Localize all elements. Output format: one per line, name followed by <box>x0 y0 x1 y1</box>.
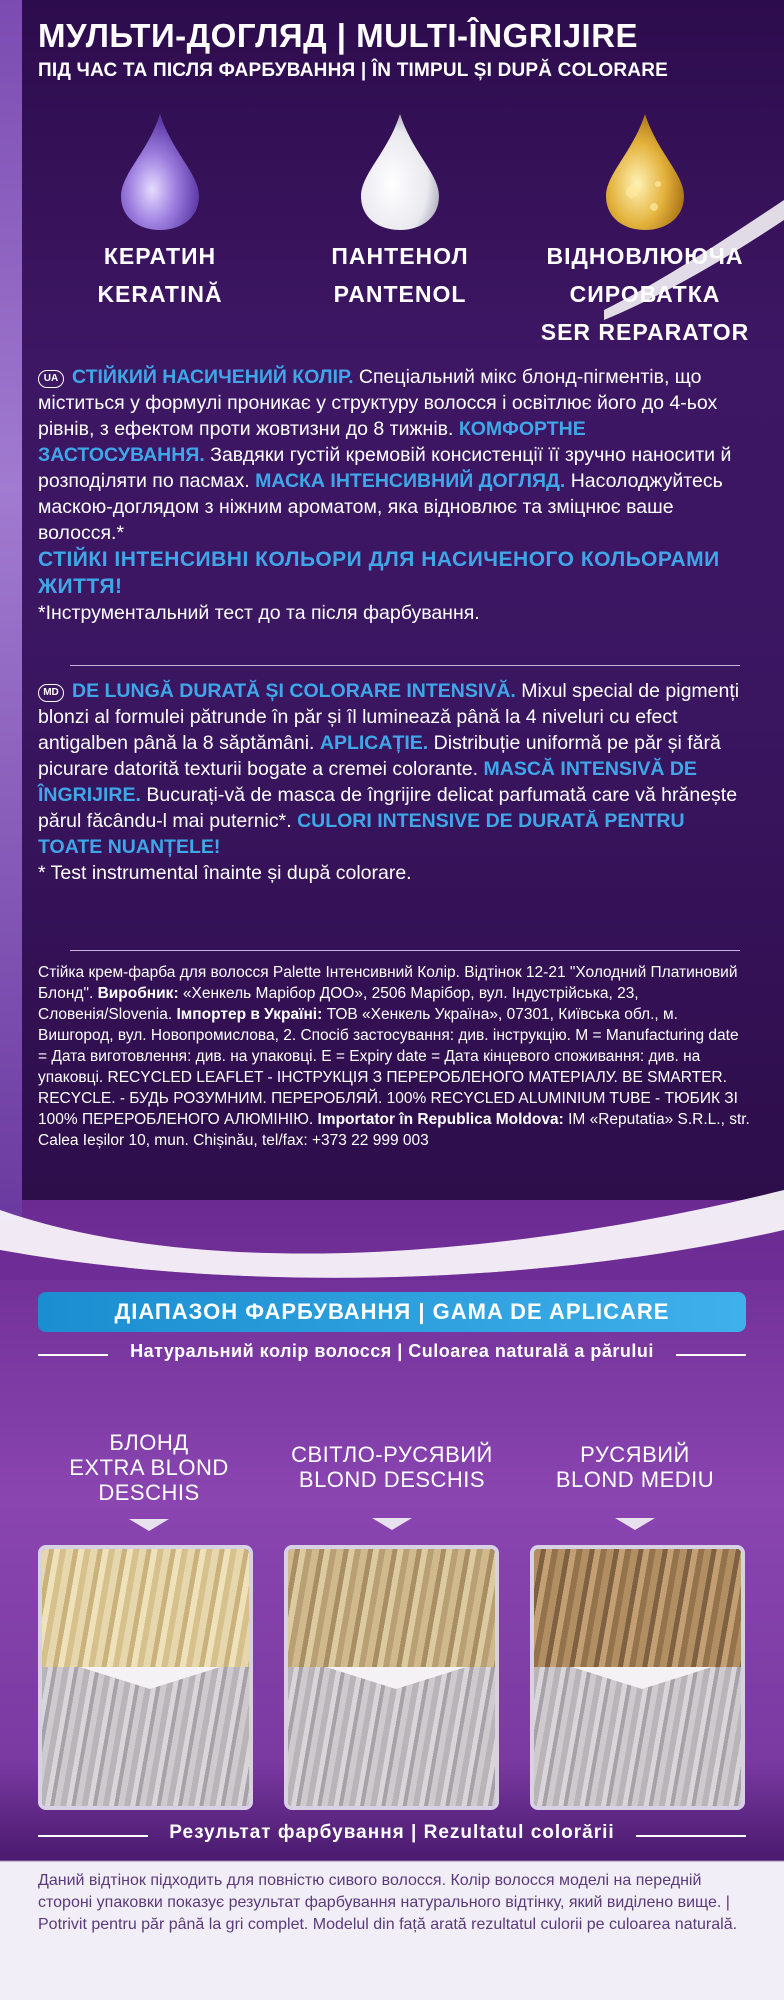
swatch-2-arrow-icon <box>326 1667 466 1689</box>
md-heading-3: MASCĂ INTENSIVĂ DE ÎNGRIJIRE. <box>38 758 697 806</box>
md-flag-icon: MD <box>38 684 64 702</box>
serum-label-ua-2: СИРОВАТКА <box>569 281 721 307</box>
ua-slogan: СТІЙКІ ІНТЕНСИВНІ КОЛЬОРИ ДЛЯ НАСИЧЕНОГО КОЛЬОРАМИ ЖИТТЯ! <box>38 548 720 598</box>
shade-1-pointer-icon <box>129 1519 169 1531</box>
swatch-2-before <box>288 1549 495 1684</box>
shade-1-md-2: DESCHIS <box>98 1480 200 1505</box>
shade-1-ua: БЛОНД <box>109 1430 189 1455</box>
legal-divider <box>70 950 740 951</box>
legal-text <box>38 962 750 1151</box>
md-heading-1: DE LUNGĂ DURATĂ ȘI COLORARE INTENSIVĂ. <box>72 680 516 702</box>
ingredient-serum <box>530 112 760 346</box>
footer-note: Даний відтінок підходить для повністю сивого волосся. Колір волосся моделі на передній стороні упаковки показує результат фарбування натурального відтінку, який виділено вище. | Potrivit pentru păr până la gri complet. Modelul din față arată rezultatul culorii pe culoarea naturală. <box>38 1872 738 1933</box>
swatch-2 <box>284 1545 499 1810</box>
shade-2-ua: СВІТЛО-РУСЯВИЙ <box>291 1442 493 1467</box>
header <box>38 16 778 82</box>
swatch-1 <box>38 1545 253 1810</box>
swatch-3-arrow-icon <box>572 1667 712 1689</box>
ingredient-drops <box>60 112 760 345</box>
panthenol-label-ua: ПАНТЕНОЛ <box>331 243 469 269</box>
ingredient-panthenol <box>300 112 500 308</box>
ua-footnote: *Інструментальний тест до та після фарбування. <box>38 602 480 624</box>
swatch-1-before <box>42 1549 249 1684</box>
legal-manufacturer-label: Виробник: <box>97 985 179 1002</box>
ua-heading-2: КОМФОРТНЕ ЗАСТОСУВАННЯ. <box>38 418 586 466</box>
shade-2-pointer-icon <box>372 1518 412 1530</box>
serum-drop-icon <box>602 112 688 232</box>
md-text-3: Bucurați-vă de masca de îngrijire delicat parfumată care vă hrănește părul făcându-l mai puternic*. <box>38 784 738 832</box>
legal-part-2: «Хенкель Марібор ДОО», 2506 Марібор, вул. Індустрійська, 23, Словенія/Slovenia. <box>38 985 639 1023</box>
ua-text-2: Завдяки густій кремовій консистенції її зручно наносити й розподіляти по пасмах. <box>38 444 732 492</box>
ua-text-1: Спеціальний мікс блонд-пігментів, що міститься у формулі проникає у структуру волосся і освітлює його до 4-ьох рівнів, з ефектом проти жовтизни до 8 тижнів. <box>38 366 718 440</box>
ua-text-3: Насолоджуйтесь маскою-доглядом з ніжним ароматом, яка відновлює та зміцнює ваше волосся.* <box>38 470 723 544</box>
keratin-label-ua: КЕРАТИН <box>103 243 217 269</box>
shade-label-2 <box>277 1442 507 1530</box>
serum-label-ua-1: ВІДНОВЛЮЮЧА <box>546 243 744 269</box>
side-glow <box>0 0 22 1220</box>
shade-2-md: BLOND DESCHIS <box>298 1467 486 1492</box>
page-subtitle: ПІД ЧАС ТА ПІСЛЯ ФАРБУВАННЯ | ÎN TIMPUL ȘI DUPĂ COLORARE <box>38 60 669 81</box>
shade-3-md: BLOND MEDIU <box>555 1467 715 1492</box>
keratin-label-md: KERATINĂ <box>97 281 223 307</box>
ua-description <box>38 364 748 626</box>
ua-heading-3: МАСКА ІНТЕНСИВНИЙ ДОГЛЯД. <box>255 470 566 492</box>
legal-importer-md-label: Importator în Republica Moldova: <box>317 1111 564 1128</box>
shade-1-md-1: EXTRA BLOND <box>69 1455 229 1480</box>
swatch-1-arrow-icon <box>80 1667 220 1689</box>
shade-label-3 <box>520 1442 750 1530</box>
legal-part-3: ТОВ «Хенкель Україна», 07301, Київська обл., м. Вишгород, вул. Новопромислова, 2. Спосіб застосування: див. інструкцію. M = Manufacturing date = Дата виготовлення: див. на упаковці. E = Expiry date = Дата кінцевого споживання: див. на упаковці. RECYCLED LEAFLET - ІНСТРУКЦІЯ З ПЕРЕРОБЛЕНОГО МАТЕРІАЛУ. BE SMARTER. RECYCLE. - БУДЬ РОЗУМНИМ. ПЕРЕРОБЛЯЙ. 100% RECYCLED ALUMINIUM TUBE - ТЮБИК ЗІ 100% ПЕРЕРОБЛЕНОГО АЛЮМІНІЮ. <box>38 1006 739 1128</box>
range-title-bar: ДІАПАЗОН ФАРБУВАННЯ | GAMA DE APLICARE <box>38 1292 746 1332</box>
legal-part-1: Стійка крем-фарба для волосся Palette Інтенсивний Колір. Відтінок 12-21 "Холодний Платиновий Блонд". <box>38 964 738 1002</box>
result-label: Результат фарбування | Rezultatul colorării <box>38 1822 746 1850</box>
ingredient-keratin <box>60 112 260 308</box>
legal-part-4: IM «Reputatia» S.R.L., str. Calea Ieșilor 10, mun. Chișinău, tel/fax: +373 22 999 003 <box>38 1111 750 1149</box>
legal-importer-label: Імпортер в Україні: <box>176 1006 323 1023</box>
md-heading-2: APLICAȚIE. <box>319 732 429 754</box>
keratin-drop-icon <box>117 112 203 232</box>
md-text-1: Mixul special de pigmenți blonzi al formulei pătrunde în păr și îl luminează până la 4 niveluri cu efect antigalben până la 8 săptămâni. <box>38 680 740 754</box>
md-text-2: Distribuție uniformă pe păr și fără picurare datorită texturii bogate a cremei colorante. <box>38 732 721 780</box>
shade-3-ua: РУСЯВИЙ <box>580 1442 690 1467</box>
section-divider <box>70 665 740 666</box>
md-description <box>38 678 748 886</box>
wave-decoration <box>0 1170 784 1280</box>
swatch-3-before <box>534 1549 741 1684</box>
md-footnote: * Test instrumental înainte și după colorare. <box>38 862 412 884</box>
page-title: МУЛЬТИ-ДОГЛЯД | MULTI-ÎNGRIJIRE <box>38 17 639 54</box>
panthenol-label-md: PANTENOL <box>333 281 467 307</box>
md-slogan: CULORI INTENSIVE DE DURATĂ PENTRU TOATE NUANȚELE! <box>38 810 685 858</box>
serum-label-md: SER REPARATOR <box>540 319 750 345</box>
shade-label-1 <box>34 1430 264 1531</box>
natural-color-label: Натуральний колір волосся | Culoarea naturală a părului <box>38 1341 746 1369</box>
swatch-3 <box>530 1545 745 1810</box>
ua-flag-icon: UA <box>38 370 64 388</box>
shade-3-pointer-icon <box>615 1518 655 1530</box>
ua-heading-1: СТІЙКИЙ НАСИЧЕНИЙ КОЛІР. <box>72 366 354 388</box>
panthenol-drop-icon <box>357 112 443 232</box>
